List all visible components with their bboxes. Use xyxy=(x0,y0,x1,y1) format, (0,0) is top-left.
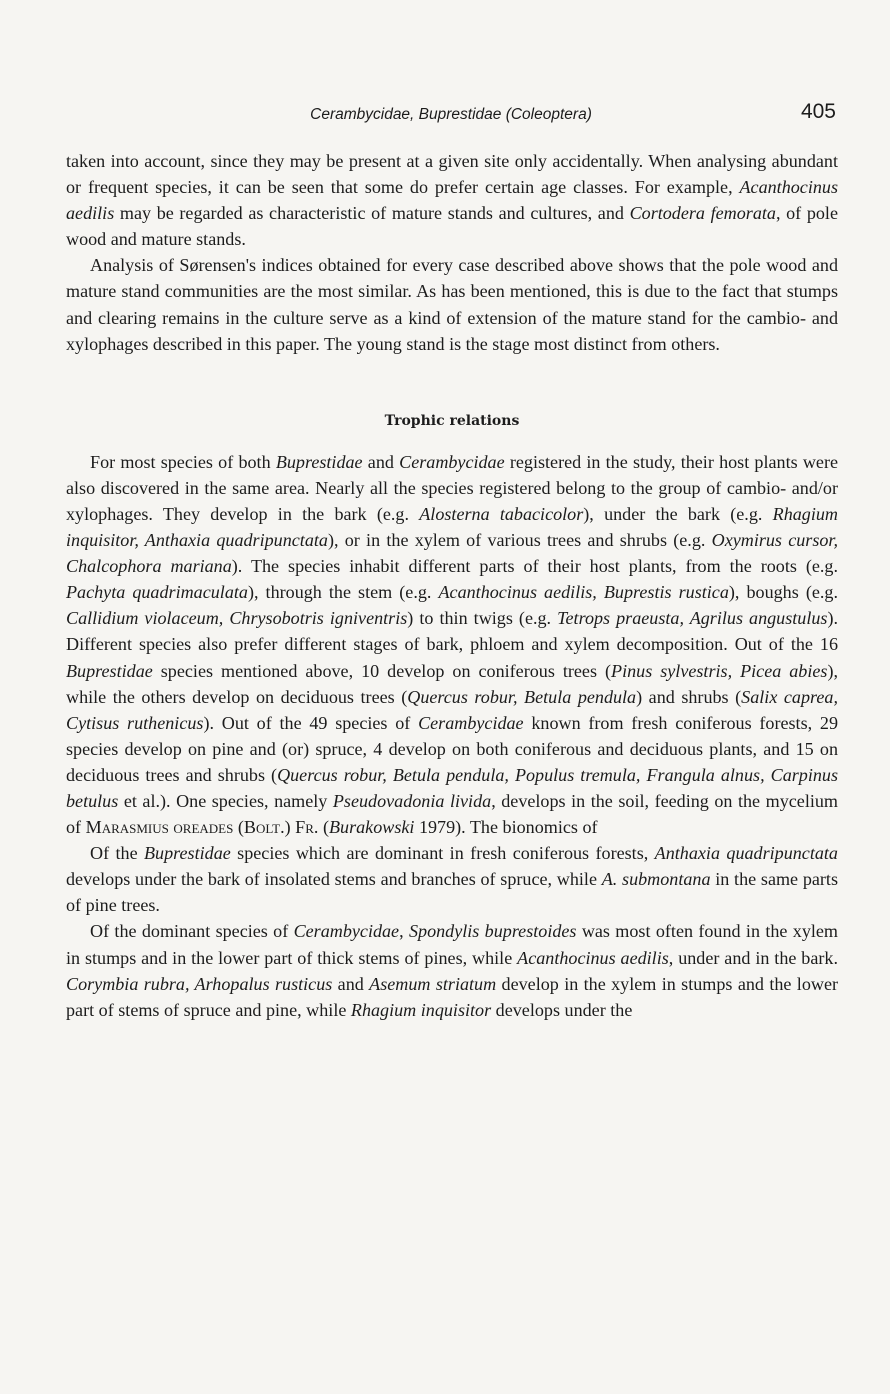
section-heading: Trophic relations xyxy=(384,412,520,429)
paragraph-3: For most species of both Buprestidae and Cerambycidae registered in the study, their host plants were also discovered in the same area. Nearly all the species registered belong to the group of cambio- and/or xylophages. They develop in the bark (e.g. Alosterna tabacicolor), under the bark (e.g. Rhagium inquisitor, Anthaxia quadripunctata), or in the xylem of various trees and shrubs (e.g. Oxymirus cursor, Chalcophora mariana). The species inhabit different parts of their host plants, from the roots (e.g. Pachyta quadrimaculata), through the stem (e.g. Acanthocinus aedilis, Buprestis rustica), boughs (e.g. Callidium violaceum, Chrysobotris igniventris) to thin twigs (e.g. Tetrops praeusta, Agrilus angustulus). Different species also prefer different stages of bark, phloem and xylem decomposition. Out of the 16 Buprestidae species mentioned above, 10 develop on coniferous trees (Pinus sylvestris, Picea abies), while the others develop on deciduous trees (Quercus robur, Betula pendula) and shrubs (Salix caprea, Cytisus ruthenicus). Out of the 49 species of Cerambycidae known from fresh coniferous forests, 29 species develop on pine and (or) spruce, 4 develop on both coniferous and deciduous plants, and 15 on deciduous trees and shrubs (Quercus robur, Betula pendula, Populus tremula, Frangula alnus, Carpinus betulus et al.). One species, namely Pseudovadonia livida, develops in the soil, feeding on the mycelium of Marasmius oreades (Bolt.) Fr. (Burakowski 1979). The bionomics of xyxy=(66,451,839,838)
paragraph-2: Analysis of Sørensen's indices obtained for every case described above shows that the pole wood and mature stand communities are the most similar. As has been mentioned, this is due to the fact that stumps and clearing remains in the culture serve as a kind of extension of the mature stand for the cambio- and xylophages described in this paper. The young stand is the stage most distinct from others. xyxy=(66,255,838,354)
paragraph-5: Of the dominant species of Cerambycidae, Spondylis buprestoides was most often found in the xylem in stumps and in the lower part of thick stems of pines, while Acanthocinus aedilis, under and in the bark. Corymbia rubra, Arhopalus rusticus and Asemum striatum develop in the xylem in stumps and the lower part of stems of spruce and pine, while Rhagium inquisitor develops under the xyxy=(66,921,839,1020)
paragraph-4: Of the Buprestidae species which are dominant in fresh coniferous forests, Anthaxia quadripunctata develops under the bark of insolated stems and branches of spruce, while A. submontana in the same parts of pine trees. xyxy=(66,843,838,916)
running-header xyxy=(66,100,836,130)
page-number: 405 xyxy=(800,100,836,123)
body-text xyxy=(66,148,838,1023)
running-title: Cerambycidae, Buprestidae (Coleoptera) xyxy=(310,106,592,123)
paragraph-1: taken into account, since they may be present at a given site only accidentally. When analysing abundant or frequent species, it can be seen that some do prefer certain age classes. For example, Acanthocinus aedilis may be regarded as characteristic of mature stands and cultures, and Cortodera femorata, of pole wood and mature stands. xyxy=(66,151,838,250)
